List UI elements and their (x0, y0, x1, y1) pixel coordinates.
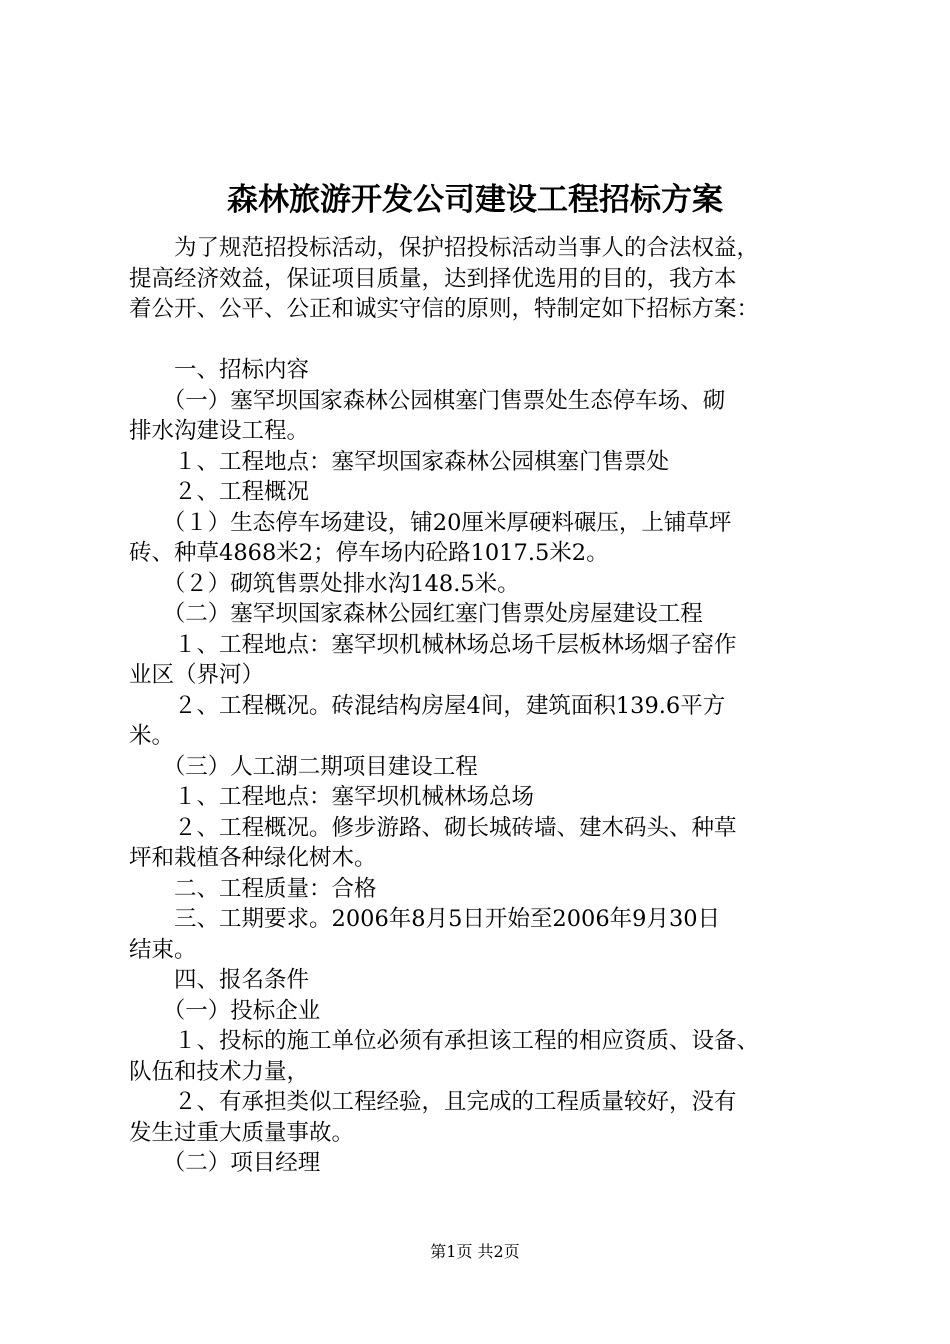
paragraph-line: １、工程地点：塞罕坝机械林场总场 (129, 784, 535, 810)
document-title: 森林旅游开发公司建设工程招标方案 (227, 182, 723, 218)
paragraph-line: １、工程地点：塞罕坝机械林场总场千层板林场烟子窑作 (129, 631, 737, 658)
paragraph-line: 提高经济效益，保证项目质量，达到择优选用的目的，我方本 (129, 265, 737, 292)
document-body (129, 233, 841, 1179)
paragraph-line: 结束。 (129, 936, 197, 963)
paragraph-line: １、投标的施工单位必须有承担该工程的相应资质、设备、 (129, 1028, 760, 1054)
section-heading-1: 一、招标内容 (129, 357, 310, 383)
paragraph-line: 队伍和技术力量， (129, 1058, 310, 1085)
paragraph-line: 为了规范招投标活动，保护招投标活动当事人的合法权益， (129, 235, 760, 261)
paragraph-line: （二）塞罕坝国家森林公园红塞门售票处房屋建设工程 (129, 601, 703, 627)
paragraph-line: （一）投标企业 (129, 997, 321, 1024)
blank-line (129, 325, 841, 356)
paragraph-line: ２、工程概况。修步游路、砌长城砖墙、建木码头、种草 (129, 814, 737, 841)
paragraph-line: １、工程地点：塞罕坝国家森林公园棋塞门售票处 (129, 448, 670, 475)
paragraph-line: （１）生态停车场建设，铺20厘米厚硬料碾压，上铺草坪 (129, 509, 732, 536)
paragraph-line: （２）砌筑售票处排水沟148.5米。 (129, 570, 520, 597)
section-heading-2: 二、工程质量：合格 (129, 875, 377, 902)
paragraph-line: ２、有承担类似工程经验，且完成的工程质量较好，没有 (129, 1089, 737, 1115)
paragraph-line: （一）塞罕坝国家森林公园棋塞门售票处生态停车场、砌 (129, 387, 726, 414)
paragraph-line: 米。 (129, 723, 175, 749)
paragraph-line: ２、工程概况 (129, 479, 310, 505)
section-heading-3: 三、工期要求。2006年8月5日开始至2006年9月30日 (129, 906, 721, 932)
paragraph-line: 业区（界河） (129, 662, 265, 688)
paragraph-line: （二）项目经理 (129, 1150, 321, 1176)
paragraph-line: 着公开、公平、公正和诚实守信的原则，特制定如下招标方案： (129, 296, 760, 322)
paragraph-line: （三）人工湖二期项目建设工程 (129, 753, 478, 780)
section-heading-4: 四、报名条件 (129, 967, 310, 993)
paragraph-line: 发生过重大质量事故。 (129, 1119, 355, 1146)
paragraph-line: 排水沟建设工程。 (129, 418, 310, 444)
page-footer: 第1页 共2页 (430, 1242, 520, 1261)
paragraph-line: 砖、种草4868米2；停车场内砼路1017.5米2。 (129, 540, 609, 566)
paragraph-line: 坪和栽植各种绿化树木。 (129, 845, 377, 871)
paragraph-line: ２、工程概况。砖混结构房屋4间，建筑面积139.6平方 (129, 692, 726, 719)
